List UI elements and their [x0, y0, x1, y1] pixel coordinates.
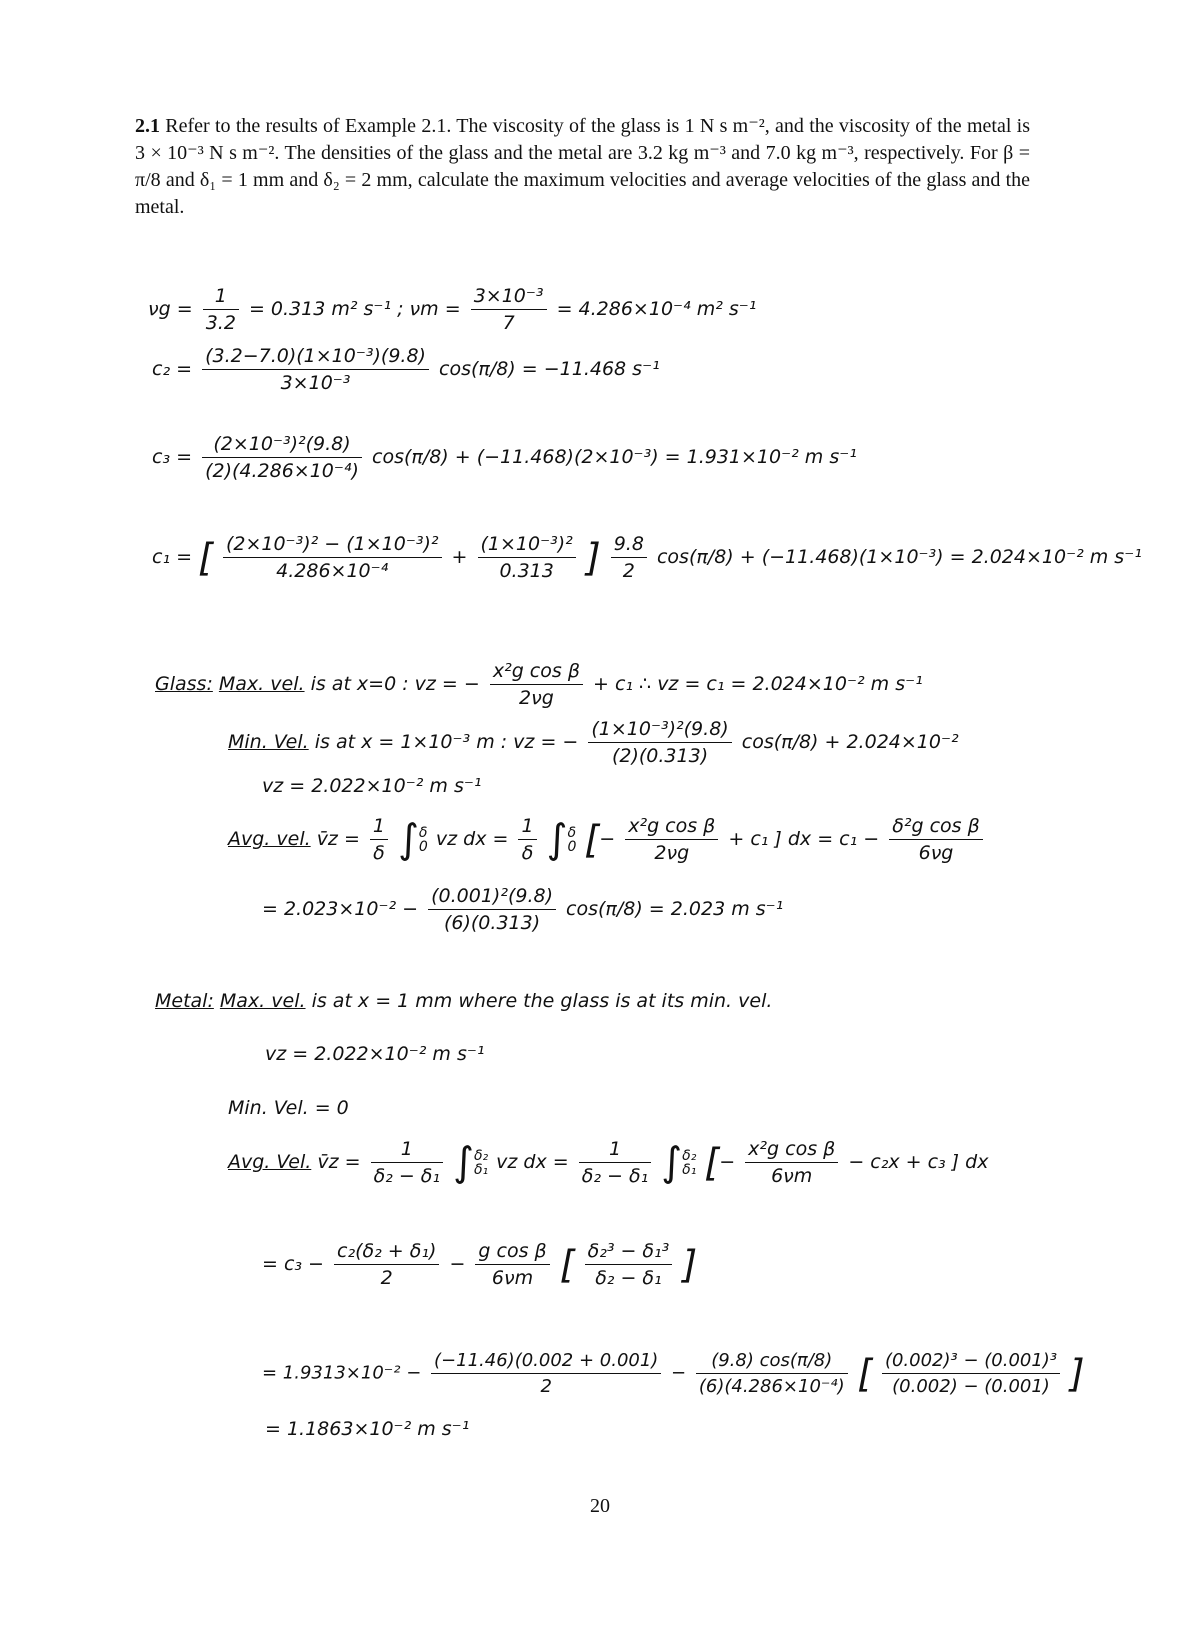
glass-max-velocity: Glass: Max. vel. is at x=0 : vz = − $\frac{\text{x²g cos β}}{2\nu g}$ + c₁ ∴ vz = c₁ = 2.024×10⁻² m s⁻¹ — [155, 660, 923, 709]
metal-average-line2: = c₃ − $\frac{\text{c₂(δ₂ + δ₁)}}{2}$ − $\frac{\text{g cos β}}{6\nu m}$ [ $\frac{\text{δ₂³ − δ₁³}}{\text{δ₂ − δ₁}}$ ] — [262, 1240, 698, 1289]
problem-text: Refer to the results of Example 2.1. The viscosity of the glass is 1 N s m⁻², and the viscosity of the metal is 3 × 10⁻³ N s m⁻². The densities of the glass and the metal are 3.2 kg m⁻³ and 7.0 kg m⁻³, respectively. For β = π/8 and δ₁ = 1 mm and δ₂ = 2 mm, calculate the maximum velocities and average velocities of the glass and the metal. — [135, 115, 1030, 218]
metal-heading: Metal: — [155, 990, 214, 1012]
c3-equation: c₃ = $\frac{\text{(2×10⁻³)²(9.8)}}{\text{(2)(4.286×10⁻⁴)}}$ cos(π/8) + (−11.468)(2×10⁻³) = 1.931×10⁻² m s⁻¹ — [152, 433, 857, 482]
metal-average-line3: = 1.9313×10⁻² − $\frac{(-11.46)(0.002 + 0.001)}{2}$ − $\frac{(9.8) \cos(\pi/8)}{\text{(6)(4.286×10⁻⁴)}}$ [ $\frac{\text{(0.002)³ − (0.001)³}}{(0.002) - (0.001)}$ ] — [262, 1350, 1085, 1397]
glass-heading: Glass: — [155, 673, 213, 695]
c2-equation: c₂ = $\frac{\text{(3.2−7.0)(1×10⁻³)(9.8)}}{\text{3×10⁻³}}$ cos(π/8) = −11.468 s⁻¹ — [152, 345, 660, 394]
page-number: 20 — [590, 1495, 610, 1517]
nu-m-fraction: $\frac{\text{3×10⁻³}}{7}$ — [471, 285, 547, 334]
c1-equation: c₁ = [ $\frac{\text{(2×10⁻³)² − (1×10⁻³)²}}{\text{4.286×10⁻⁴}}$ + $\frac{\text{(1×10⁻³)²}}{0.313}$ ] $\frac{9.8}{2}$ cos(π/8) + (−11.468)(1×10⁻³) = 2.024×10⁻² m s⁻¹ — [152, 533, 1142, 582]
metal-min-velocity: Min. Vel. = 0 — [228, 1097, 349, 1119]
kinematic-viscosity-line: νg = $\frac{1}{3.2}$ = 0.313 m² s⁻¹ ; νm = $\frac{\text{3×10⁻³}}{7}$ = 4.286×10⁻⁴ m² s⁻¹ — [148, 285, 757, 334]
glass-average-result: = 2.023×10⁻² − $\frac{\text{(0.001)²(9.8)}}{(6)(0.313)}$ cos(π/8) = 2.023 m s⁻¹ — [262, 885, 784, 934]
nu-g-fraction: $\frac{1}{3.2}$ — [203, 285, 239, 334]
metal-max-velocity: Metal: Max. vel. is at x = 1 mm where the glass is at its min. vel. — [155, 990, 773, 1012]
metal-average-result: = 1.1863×10⁻² m s⁻¹ — [265, 1418, 470, 1440]
problem-statement — [135, 113, 1030, 221]
glass-average-velocity: Avg. vel. v̄z = $\frac{1}{\delta}$ ∫ δ 0 vz dx = $\frac{1}{\delta}$ ∫ δ 0 [− $\frac{\text{x²g cos β}}{2\nu g}$ + c₁ ] dx = c₁ − $\frac{\text{δ²g cos β}}{6\nu g}$ — [228, 815, 987, 864]
problem-number: 2.1 — [135, 115, 160, 137]
metal-average-velocity: Avg. Vel. v̄z = $\frac{1}{\text{δ₂ − δ₁}}$ ∫ δ₂ δ₁ vz dx = $\frac{1}{\text{δ₂ − δ₁}}$ ∫ δ₂ δ₁ [− $\frac{\text{x²g cos β}}{6\nu m}$ − c₂x + c₃ ] dx — [228, 1138, 989, 1187]
glass-min-velocity: Min. Vel. is at x = 1×10⁻³ m : vz = − $\frac{\text{(1×10⁻³)²(9.8)}}{(2)(0.313)}$ cos(π/8) + 2.024×10⁻² — [228, 718, 959, 767]
metal-max-value: vz = 2.022×10⁻² m s⁻¹ — [265, 1043, 485, 1065]
glass-min-result: vz = 2.022×10⁻² m s⁻¹ — [262, 775, 482, 797]
